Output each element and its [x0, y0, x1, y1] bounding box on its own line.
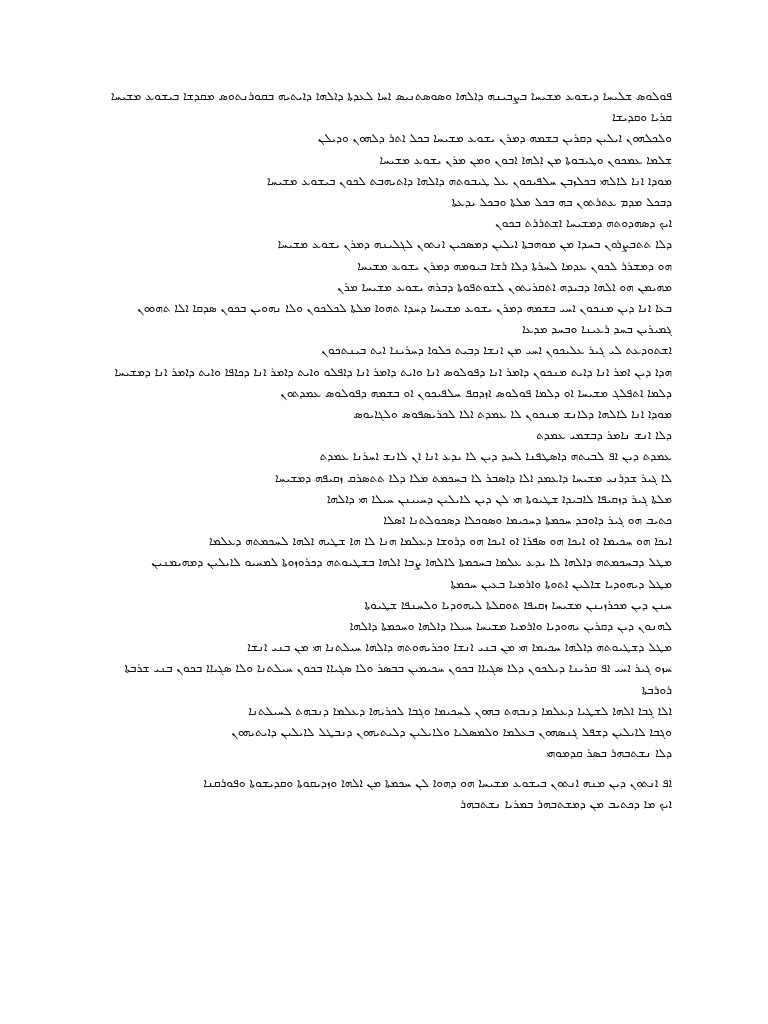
paragraph: ܟܬܝܒ ܗܘ ܓܝܪ ܕܐܘܒܕ ܚܟܡܬܐ ܕܚܟܝܡܐ ܘܣܘܟܠܐ ܕܣܟܘܠܬܢܐ ܐܣܠܐ [383, 513, 672, 528]
paragraph: ܚܙܘ ܓܝܪ ܐܚܝ ܐܦ ܩܪܝܢܐ ܕܝܠܟܘܢ ܕܠܐ ܣܓܝܐܐ ܒܟܘܢ ܚܟܝܡܝܢ ܒܒܣܪ ܘܠܐ ܣܓܝܐܐ ܒܟܘܢ ܚܝܠܬܢܐ ܘܠܐ ܣܓܝܐܐ ܒܟܘܢ ܒܢܝ ܫܪܒܬܐ ܪܘܪܒܬܐ [124, 661, 672, 697]
paragraph: ܕܠܐ ܢܫܬܒܗܪ ܒܣܪ ܩܕܡܘܗܝ [546, 746, 672, 761]
paragraph: ܗܘ ܕܡܫܪܪ ܠܟܘܢ ܥܕܡܐ ܠܚܪܬܐ ܕܠܐ ܪܫܐ ܒܝܘܡܗ ܕܡܪܢ ܝܫܘܥ ܡܫܝܚܐ [357, 258, 672, 273]
paragraph: ܥܡܕܬ ܕܝܢ ܐܦ ܠܒܝܬܗ ܕܐܣܛܦܢܐ ܠܚܕ ܕܝܢ ܠܐ ܝܕܥ ܐܢܐ ܐܢ ܠܐܢܫ ܐܚܪܢܐ ܥܡܕܬ [319, 449, 672, 464]
paragraph: ܡܘܕܐ ܐܢܐ ܠܐܠܗܝ ܒܟܠܙܒܢ ܚܠܦܝܟܘܢ ܥܠ ܛܝܒܘܬܗ ܕܐܠܗܐ ܕܐܬܝܗܒܬ ܠܟܘܢ ܒܝܫܘܥ ܡܫܝܚܐ [267, 173, 672, 188]
paragraph: ܕܠܐ ܐܢܫ ܢܐܡܪ ܕܒܫܡܝ ܥܡܕܬ [536, 428, 672, 443]
paragraph: ܐܦ ܐܢܬܘܢ ܕܝܢ ܡܢܗ ܐܢܬܘܢ ܒܝܫܘܥ ܡܫܝܚܐ ܗܘ ܕܗܘܐ ܠܢ ܚܟܡܬܐ ܡܢ ܐܠܗܐ ܘܙܕܝܩܘܬܐ ܘܩܕܝܫܘܬܐ ܘܦܘܪܩܢܐ [203, 775, 672, 790]
paragraph: ܐܝܟ ܕܣܗܕܘܬܗ ܕܡܫܝܚܐ ܐܫܬܪܪܬ ܒܟܘܢ [495, 216, 672, 231]
paragraph: ܕܒܟܠ ܡܕܡ ܥܬܪܬܘܢ ܒܗ ܒܟܠ ܡܠܬܐ ܘܒܟܠ ܝܕܥܬܐ [451, 195, 672, 210]
paragraph: ܕܠܐ ܬܬܒܨܪܘܢ ܒܚܕܐ ܡܢ ܡܘܗܒܬܐ ܐܝܠܝܢ ܕܡܣܟܝܢ ܐܢܬܘܢ ܠܓܠܝܢܗ ܕܡܪܢ ܝܫܘܥ ܡܫܝܚܐ [277, 237, 672, 252]
paragraph: ܐܝܟܐ ܗܘ ܚܟܝܡܐ ܐܘ ܐܝܟܐ ܗܘ ܣܦܪܐ ܐܘ ܐܝܟܐ ܗܘ ܕܪܘܫܐ ܕܥܠܡܐ ܗܢܐ ܠܐ ܗܐ ܫܛܝܗ ܐܠܗܐ ܠܚܟܡܬܗ ܕܥܠܡܐ [209, 534, 672, 549]
paragraph: ܠܐ ܓܝܪ ܫܕܪܢܝ ܡܫܝܚܐ ܕܐܥܡܕ ܐܠܐ ܕܐܣܒܪ ܠܐ ܒܚܟܡܬ ܡܠܐ ܕܠܐ ܬܬܣܪܩ ܙܩܝܦܗ ܕܡܫܝܚܐ [274, 470, 672, 485]
paragraph: ܡܛܠ ܕܒܚܟܡܬܗ ܕܐܠܗܐ ܠܐ ܝܕܥ ܥܠܡܐ ܒܚܟܡܬܐ ܠܐܠܗܐ ܨܒܐ ܐܠܗܐ ܒܫܛܝܘܬܗ ܕܟܪܘܙܘܬܐ ܠܡܚܝܘ ܠܐܝܠܝܢ ܕܡܗܝܡܢܝܢ [151, 555, 672, 570]
paragraph: ܡܠܬܐ ܓܝܪ ܕܙܩܝܦܐ ܠܐܒܝܕܐ ܫܛܝܘܬܐ ܗܝ ܠܢ ܕܝܢ ܠܐܝܠܝܢ ܕܚܝܝܢܢ ܚܝܠܐ ܗܝ ܕܐܠܗܐ [326, 491, 672, 506]
paragraph: ܠܗܢܘܢ ܕܝܢ ܕܩܪܝܢ ܝܗܘܕܝܐ ܘܐܪܡܝܐ ܡܫܝܚܐ ܚܝܠܐ ܕܐܠܗܐ ܘܚܟܡܬܐ ܕܐܠܗܐ [349, 619, 672, 634]
document-body [105, 86, 672, 815]
paragraph: ܡܘܕܐ ܐܢܐ ܠܐܠܗܐ ܕܠܐܢܫ ܡܢܟܘܢ ܠܐ ܥܡܕܬ ܐܠܐ ܠܟܪܝܣܦܘܣ ܘܠܓܐܝܘܣ [353, 407, 672, 422]
paragraph: ܘܓܒܐ ܠܐܝܠܝܢ ܕܫܦܠ ܓܢܣܗܘܢ ܒܥܠܡܐ ܘܠܡܣܠܝܐ ܘܠܐܝܠܝܢ ܕܠܝܬܝܗܘܢ ܕܢܒܛܠ ܠܐܝܠܝܢ ܕܐܝܬܝܗܘܢ [231, 725, 672, 740]
paragraph: ܡܛܠ ܕܫܛܝܘܬܗ ܕܐܠܗܐ ܚܟܝܡܐ ܗܝ ܡܢ ܒܢܝ ܐܢܫܐ ܘܟܪܝܗܘܬܗ ܕܐܠܗܐ ܚܝܠܬܢܐ ܗܝ ܡܢ ܒܢܝ ܐܢܫܐ [247, 640, 672, 655]
paragraph: ܡܛܠ ܕܝܗܘܕܝܐ ܫܐܠܝܢ ܐܬܘܬܐ ܘܐܪܡܝܐ ܒܥܝܢ ܚܟܡܬܐ [450, 576, 672, 591]
paragraph: ܘܠܟܠܗܘܢ ܐܝܠܝܢ ܕܩܪܝܢ ܒܫܡܗ ܕܡܪܢ ܝܫܘܥ ܡܫܝܚܐ ܒܟܠ ܐܬܪ ܕܠܗܘܢ ܘܕܝܠܢ [317, 131, 672, 146]
paragraph: ܐܠܐ ܓܒܐ ܐܠܗܐ ܠܫܛܝܐ ܕܥܠܡܐ ܕܢܒܗܬ ܒܗܘܢ ܠܚܟܝܡܐ ܘܓܒܐ ܠܟܪܝܗܐ ܕܥܠܡܐ ܕܢܒܗܬ ܠܚܝܠܬܢܐ [248, 703, 672, 718]
paragraph: ܫܠܡܐ ܥܡܟܘܢ ܘܛܝܒܘܬܐ ܡܢ ܐܠܗܐ ܐܒܘܢ ܘܡܢ ܡܪܢ ܝܫܘܥ ܡܫܝܚܐ [379, 152, 672, 167]
paragraph: ܕܠܡܐ ܐܬܦܠܓ ܡܫܝܚܐ ܐܘ ܕܠܡܐ ܦܘܠܘܣ ܐܙܕܩܦ ܚܠܦܝܟܘܢ ܐܘ ܒܫܡܗ ܕܦܘܠܘܣ ܥܡܕܬܘܢ [280, 385, 672, 400]
paragraph: ܒܥܐ ܐܢܐ ܕܝܢ ܡܢܟܘܢ ܐܚܝ ܒܫܡܗ ܕܡܪܢ ܝܫܘܥ ܡܫܝܚܐ ܕܚܕܐ ܬܗܘܐ ܡܠܬܐ ܠܟܠܟܘܢ ܘܠܐ ܢܗܘܝܢ ܒܟܘܢ ܣܕܩܐ ܐܠܐ ܬܗܘܘܢ ܓܡܝܪܝܢ ܒܚܕ ܪܥܝܢܐ ܘܒܚܕ ܡܕܥܐ [137, 301, 672, 337]
paragraph: ܐܫܬܘܕܥܬ ܠܝ ܓܝܪ ܥܠܝܟܘܢ ܐܚܝ ܡܢ ܐܢܫܐ ܕܒܝܬ ܟܠܘܐ ܕܚܪܝܢܐ ܐܝܬ ܒܝܢܬܟܘܢ [321, 343, 672, 358]
paragraph: ܚܢܢ ܕܝܢ ܡܟܪܙܝܢܢ ܡܫܝܚܐ ܙܩܝܦܐ ܬܘܩܠܬܐ ܠܝܗܘܕܝܐ ܘܠܚܢܦܐ ܫܛܝܘܬܐ [364, 597, 672, 612]
paragraph: ܐܝܟ ܡܐ ܕܟܬܝܒ ܡܢ ܕܡܫܬܒܗܪ ܒܡܪܝܐ ܢܫܬܒܗܪ [460, 796, 672, 811]
paragraph: ܦܘܠܘܣ ܫܠܝܚܐ ܕܝܫܘܥ ܡܫܝܚܐ ܒܨܒܝܢܗ ܕܐܠܗܐ ܘܣܘܣܬܢܝܣ ܐܚܐ ܠܥܕܬܐ ܕܐܠܗܐ ܕܐܝܬܝܗ ܒܩܘܪܢܬܘܣ ܡܩܕܫܐ ܒܝܫܘܥ ܡܫܝܚܐ ܩܪܝܐ ܘܩܕܝܫܐ [110, 89, 672, 125]
paragraph: ܡܗܝܡܢ ܗܘ ܐܠܗܐ ܕܒܝܕܗ ܐܬܩܪܝܬܘܢ ܠܫܘܬܦܘܬܐ ܕܒܪܗ ܝܫܘܥ ܡܫܝܚܐ ܡܪܢ [337, 279, 672, 294]
paragraph: ܗܕܐ ܕܝܢ ܐܡܪ ܐܢܐ ܕܐܝܬ ܡܢܟܘܢ ܕܐܡܪ ܐܢܐ ܕܦܘܠܘܣ ܐܢܐ ܘܐܝܬ ܕܐܡܪ ܐܢܐ ܕܐܦܠܘ ܘܐܝܬ ܕܐܡܪ ܐܢܐ ܕܟܐܦܐ ܘܐܝܬ ܕܐܡܪ ܐܢܐ ܕܡܫܝܚܐ [114, 364, 672, 379]
